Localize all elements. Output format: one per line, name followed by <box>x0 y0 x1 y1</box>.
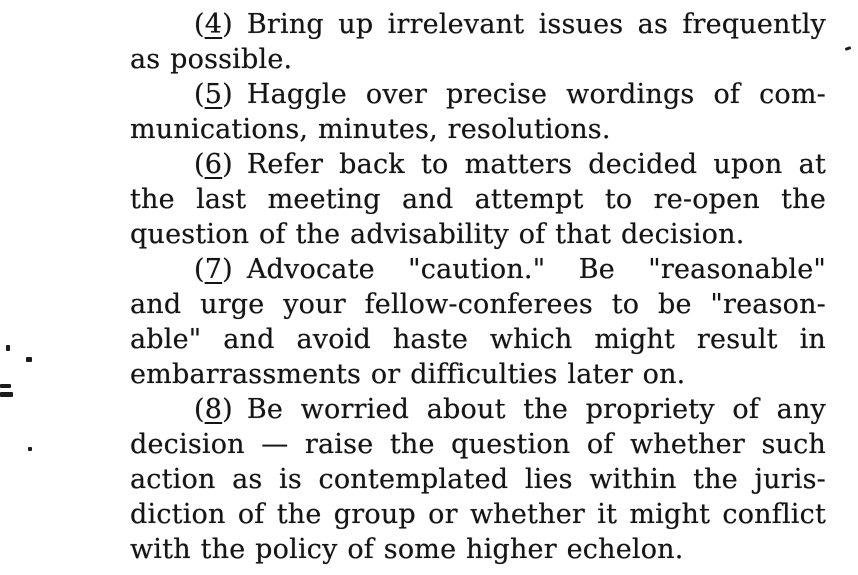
item-number-close-paren: ) <box>222 394 233 425</box>
line-text: Advocate "caution." Be "reasonable" <box>246 254 826 285</box>
text-line <box>130 147 826 182</box>
item-number-open-paren: ( <box>194 394 205 425</box>
text-line <box>130 357 826 392</box>
document-text <box>130 7 826 567</box>
text-line <box>130 7 826 42</box>
scan-speck <box>6 345 10 351</box>
text-line <box>130 532 826 567</box>
text-line <box>130 252 826 287</box>
item-number-close-paren: ) <box>222 79 233 110</box>
line-text: as possible. <box>130 44 293 75</box>
text-line <box>130 182 826 217</box>
item-number-close-paren: ) <box>222 149 233 180</box>
item-number: 7 <box>204 254 223 285</box>
line-text: Bring up irrelevant issues as frequently <box>246 9 826 40</box>
item-number-close-paren: ) <box>222 9 233 40</box>
text-line <box>130 427 826 462</box>
line-text: with the policy of some higher echelon. <box>130 534 684 565</box>
text-line <box>130 287 826 322</box>
line-text: diction of the group or whether it might conflict <box>130 499 826 530</box>
item-number: 5 <box>204 79 223 110</box>
text-line <box>130 112 826 147</box>
item-number: 4 <box>204 9 223 40</box>
line-text: decision — raise the question of whether such <box>130 429 826 460</box>
line-text: Haggle over precise wordings of com- <box>246 79 826 110</box>
text-line <box>130 462 826 497</box>
line-text: question of the advisability of that decision. <box>130 219 745 250</box>
item-number: 6 <box>204 149 223 180</box>
scan-speck <box>845 46 852 51</box>
line-text: the last meeting and attempt to re-open the <box>130 184 826 215</box>
item-number-open-paren: ( <box>194 254 205 285</box>
scan-speck <box>26 357 32 362</box>
line-text: and urge your fellow-conferees to be "reason- <box>130 289 826 320</box>
text-line <box>130 322 826 357</box>
scan-edge-mark <box>0 392 13 397</box>
item-number-open-paren: ( <box>194 79 205 110</box>
line-text: able" and avoid haste which might result in <box>130 324 826 355</box>
line-text: Refer back to matters decided upon at <box>246 149 826 180</box>
scan-edge-mark <box>0 384 11 388</box>
item-number-open-paren: ( <box>194 9 205 40</box>
scan-speck <box>28 447 32 451</box>
text-line <box>130 42 826 77</box>
text-line <box>130 392 826 427</box>
text-line <box>130 77 826 112</box>
item-number: 8 <box>204 394 223 425</box>
item-number-open-paren: ( <box>194 149 205 180</box>
line-text: Be worried about the propriety of any <box>246 394 826 425</box>
line-text: action as is contemplated lies within the juris- <box>130 464 826 495</box>
text-line <box>130 217 826 252</box>
line-text: embarrassments or difficulties later on. <box>130 359 686 390</box>
line-text: munications, minutes, resolutions. <box>130 114 611 145</box>
item-number-close-paren: ) <box>222 254 233 285</box>
text-line <box>130 497 826 532</box>
